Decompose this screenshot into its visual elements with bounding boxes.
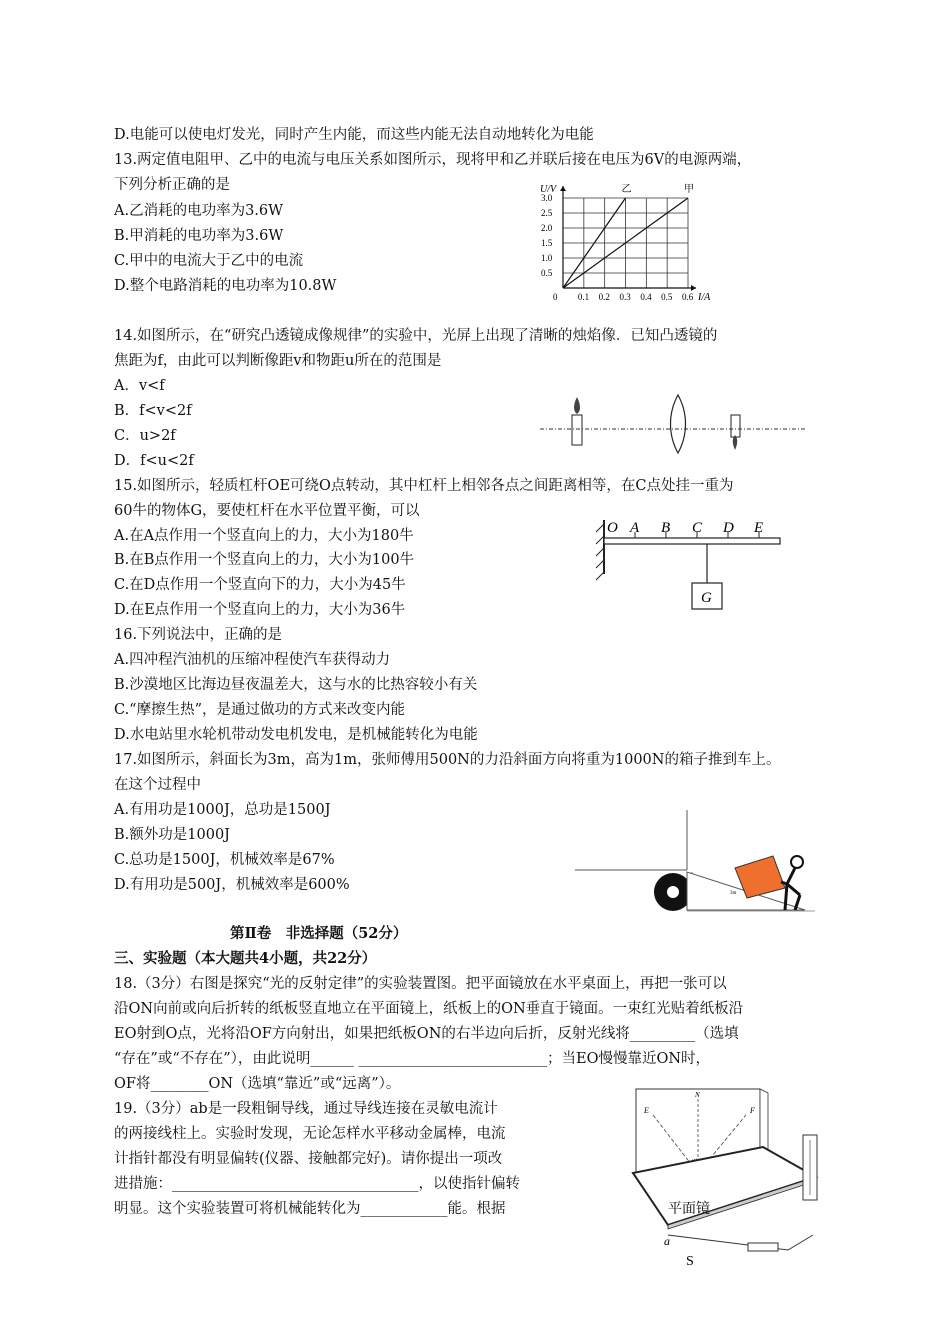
- section2-title: 第Ⅱ卷 非选择题（52分）: [230, 925, 408, 942]
- q13-option-b: B.甲消耗的电功率为3.6W: [114, 228, 284, 244]
- q19-line1: 19.（3分）ab是一段粗铜导线，通过导线连接在灵敏电流计: [114, 1101, 498, 1117]
- q14-option-c: C．u>2f: [114, 428, 176, 444]
- q15-option-c: C.在D点作用一个竖直向下的力，大小为45牛: [114, 577, 406, 593]
- q15-option-b: B.在B点作用一个竖直向上的力，大小为100牛: [114, 552, 415, 568]
- q14-lens-figure: [535, 385, 810, 455]
- q16-option-b: B.沙漠地区比海边昼夜温差大，这与水的比热容较小有关: [114, 677, 478, 693]
- x-tick-label: 0: [553, 292, 558, 302]
- lever-point-e: E: [754, 520, 764, 536]
- x-tick-label: 0.2: [598, 292, 610, 302]
- q17-option-c: C.总功是1500J，机械效率是67%: [114, 852, 335, 868]
- label-f: F: [750, 1106, 755, 1115]
- x-axis-arrow: [691, 285, 696, 291]
- y-tick-label: 3.0: [541, 193, 553, 203]
- q16-option-a: A.四冲程汽油机的压缩冲程使汽车获得动力: [114, 652, 391, 668]
- convex-lens: [671, 395, 686, 453]
- x-tick-label: 0.5: [661, 292, 673, 302]
- y-tick-label: 1.0: [541, 253, 553, 263]
- label-n: N: [695, 1091, 700, 1099]
- q16-stem: 16.下列说法中，正确的是: [114, 627, 283, 643]
- q17-ramp-figure: [575, 810, 845, 920]
- x-tick-label: 0.3: [619, 292, 631, 302]
- q13-stem-line1: 13.两定值电阻甲、乙中的电流与电压关系如图所示，现将甲和乙并联后接在电压为6V的电源两端，: [114, 152, 752, 168]
- section3-title: 三、实验题（本大题共4小题，共22分）: [114, 950, 377, 967]
- q18-line2: 沿ON向前或向后折转的纸板竖直地立在平面镜上，纸板上的ON垂直于镜面。一束红光贴着纸板沿: [114, 1001, 744, 1017]
- q15-option-a: A.在A点作用一个竖直向上的力，大小为180牛: [114, 528, 414, 544]
- q17-option-d: D.有用功是500J，机械效率是600%: [114, 877, 350, 893]
- weight-label: G: [701, 590, 712, 606]
- label-a: a: [664, 1234, 670, 1248]
- wall-hatch: [596, 520, 604, 580]
- series-label-yi: 乙: [621, 184, 632, 195]
- lever-bar: [604, 538, 780, 544]
- q13-option-a: A.乙消耗的电功率为3.6W: [114, 203, 284, 219]
- q14-option-b: B．f<v<2f: [114, 403, 192, 419]
- lever-point-b: B: [661, 520, 671, 536]
- q18-reflection-figure: [598, 1085, 828, 1270]
- y-axis-label: U/V: [540, 184, 557, 195]
- q14-option-a: A．v<f: [114, 378, 165, 394]
- x-tick-label: 0.6: [682, 292, 694, 302]
- conductor-rod: [668, 1235, 813, 1251]
- chart-series: [563, 183, 694, 288]
- q18-line1: 18.（3分）右图是探究“光的反射定律”的实验装置图。把平面镜放在水平桌面上，再把一张可以: [114, 976, 727, 992]
- q14-option-d: D．f<u<2f: [114, 453, 194, 469]
- mirror-label: 平面镜: [668, 1202, 710, 1217]
- ramp-length-label: 3m: [730, 891, 737, 896]
- galvanometer-icon: [803, 1135, 817, 1200]
- q17-stem-line2: 在这个过程中: [114, 777, 201, 793]
- q17-stem-line1: 17.如图所示，斜面长为3m，高为1m，张师傅用500N的力沿斜面方向将重为1000N的箱子推到车上。: [114, 752, 781, 768]
- q13-iu-chart: [535, 180, 710, 305]
- lever-point-a: A: [630, 520, 640, 536]
- y-tick-label: 1.5: [541, 238, 553, 248]
- lever-point-d: D: [723, 520, 734, 536]
- screen-image-icon: [731, 415, 740, 450]
- q13-stem-line2: 下列分析正确的是: [114, 177, 230, 193]
- lever-point-o: O: [607, 520, 618, 536]
- y-tick-label: 2.5: [541, 208, 553, 218]
- q14-stem-line1: 14.如图所示，在“研究凸透镜成像规律”的实验中，光屏上出现了清晰的烛焰像．已知凸透镜的: [114, 328, 718, 344]
- q13-option-d: D.整个电路消耗的电功率为10.8W: [114, 278, 337, 294]
- q15-lever-figure: [590, 518, 790, 618]
- q15-option-d: D.在E点作用一个竖直向上的力，大小为36牛: [114, 602, 406, 618]
- q14-stem-line2: 焦距为f，由此可以判断像距v和物距u所在的范围是: [114, 353, 442, 369]
- q19-line4: 进措施：__________________________________，以使指针偏转: [114, 1176, 520, 1192]
- y-tick-label: 2.0: [541, 223, 553, 233]
- label-e: E: [644, 1106, 649, 1115]
- q19-line2: 的两接线柱上。实验时发现，无论怎样水平移动金属棒，电流: [114, 1126, 506, 1142]
- candle-icon: [572, 397, 582, 445]
- q17-option-a: A.有用功是1000J，总功是1500J: [114, 802, 331, 818]
- x-tick-label: 0.4: [640, 292, 652, 302]
- worker-icon: [781, 856, 803, 910]
- x-axis-label: I/A: [698, 292, 710, 303]
- y-axis-arrow: [560, 186, 566, 191]
- series-label-jia: 甲: [684, 184, 694, 195]
- q15-stem-line2: 60牛的物体G，要使杠杆在水平位置平衡，可以: [114, 503, 420, 519]
- q12-option-d: D.电能可以使电灯发光，同时产生内能，而这些内能无法自动地转化为电能: [114, 127, 594, 143]
- q19-line5: 明显。这个实验装置可将机械能转化为____________能。根据: [114, 1201, 506, 1217]
- q16-option-c: C.“摩擦生热”，是通过做功的方式来改变内能: [114, 702, 406, 718]
- q13-option-c: C.甲中的电流大于乙中的电流: [114, 253, 304, 269]
- lever-point-c: C: [692, 520, 703, 536]
- q16-option-d: D.水电站里水轮机带动发电机发电，是机械能转化为电能: [114, 727, 478, 743]
- q15-stem-line1: 15.如图所示，轻质杠杆OE可绕O点转动，其中杠杆上相邻各点之间距离相等，在C点处挂一重为: [114, 478, 734, 494]
- q19-line3: 计指针都没有明显偏转(仪器、接触都完好)。请你提出一项改: [114, 1151, 503, 1167]
- q18-line4: “存在”或“不存在”），由此说明______ __________________________；当EO慢慢靠近ON时，: [114, 1051, 711, 1067]
- label-s: S: [686, 1254, 694, 1269]
- q18-line5: OF将________ON（选填“靠近”或“远离”）。: [114, 1076, 401, 1092]
- q17-option-b: B.额外功是1000J: [114, 827, 230, 843]
- wheel-icon: [654, 873, 692, 911]
- x-tick-label: 0.1: [577, 292, 590, 302]
- q18-line3: EO射到O点，光将沿OF方向射出，如果把纸板ON的右半边向后折，反射光线将_________（选填: [114, 1026, 739, 1042]
- y-tick-label: 0.5: [541, 268, 553, 278]
